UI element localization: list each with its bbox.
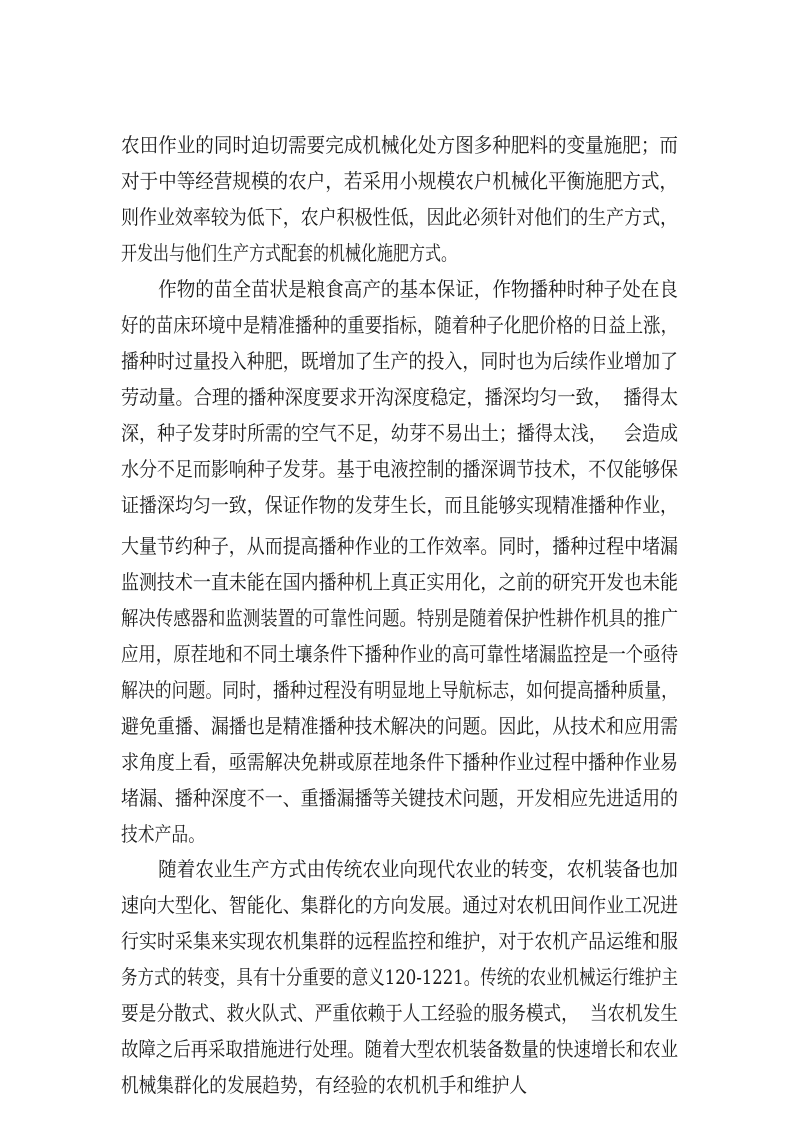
text-line: 要是分散式、救火队式、严重依赖于人工经验的服务模式， 当农机发生 [121,1001,678,1025]
text-line: 故障之后再采取措施进行处理。随着大型农机装备数量的快速增长和农业 [121,1037,678,1061]
text-line: 应用，原茬地和不同土壤条件下播种作业的高可靠性堵漏监控是一个亟待 [121,642,678,666]
text-line: 劳动量。合理的播种深度要求开沟深度稳定，播深均匀一致， 播得太 [121,385,679,409]
text-line: 行实时采集来实现农机集群的远程监控和维护，对于农机产品运维和服 [121,929,679,953]
text-line: 证播深均匀一致，保证作物的发芽生长，而且能够实现精准播种作业， [121,493,679,517]
text-line: 避免重播、漏播也是精准播种技术解决的问题。因此，从技术和应用需 [121,714,679,738]
text-line: 机械集群化的发展趋势，有经验的农机机手和维护人 [121,1073,527,1097]
text-line: 堵漏、播种深度不一、重播漏播等关键技术问题，开发相应先进适用的 [121,786,679,810]
text-line: 解决的问题。同时，播种过程没有明显地上导航标志，如何提高播种质量， [121,678,678,702]
text-line: 对于中等经营规模的农户，若采用小规模农户机械化平衡施肥方式， [121,169,678,193]
text-line: 解决传感器和监测装置的可靠性问题。特别是随着保护性耕作机具的推广 [121,606,678,630]
text-line: 则作业效率较为低下，农户积极性低，因此必须针对他们的生产方式， [121,205,679,229]
text-line: 播种时过量投入种肥，既增加了生产的投入，同时也为后续作业增加了 [121,349,679,373]
text-line: 务方式的转变，具有十分重要的意义120-1221。传统的农业机械运行维护主 [121,965,679,989]
text-line: 技术产品。 [121,822,205,846]
text-line: 监测技术一直未能在国内播种机上真正实用化，之前的研究开发也未能 [121,570,679,594]
text-line: 深，种子发芽时所需的空气不足，幼芽不易出土；播得太浅， 会造成 [121,421,678,445]
text-line: 水分不足而影响种子发芽。基于电液控制的播深调节技术，不仅能够保 [121,457,679,481]
text-line: 速向大型化、智能化、集群化的方向发展。通过对农机田间作业工况进 [121,893,679,917]
text-line: 作物的苗全苗状是粮食高产的基本保证，作物播种时种子处在良 [121,277,678,301]
text-line: 农田作业的同时迫切需要完成机械化处方图多种肥料的变量施肥；而 [121,133,678,157]
text-line: 随着农业生产方式由传统农业向现代农业的转变，农机装备也加 [121,857,678,881]
text-line: 好的苗床环境中是精准播种的重要指标，随着种子化肥价格的日益上涨， [121,313,678,337]
text-line: 开发出与他们生产方式配套的机械化施肥方式。 [121,241,457,265]
text-line: 求角度上看，亟需解决免耕或原茬地条件下播种作业过程中播种作业易 [121,750,679,774]
text-line: 大量节约种子，从而提高播种作业的工作效率。同时，播种过程中堵漏 [121,534,679,558]
